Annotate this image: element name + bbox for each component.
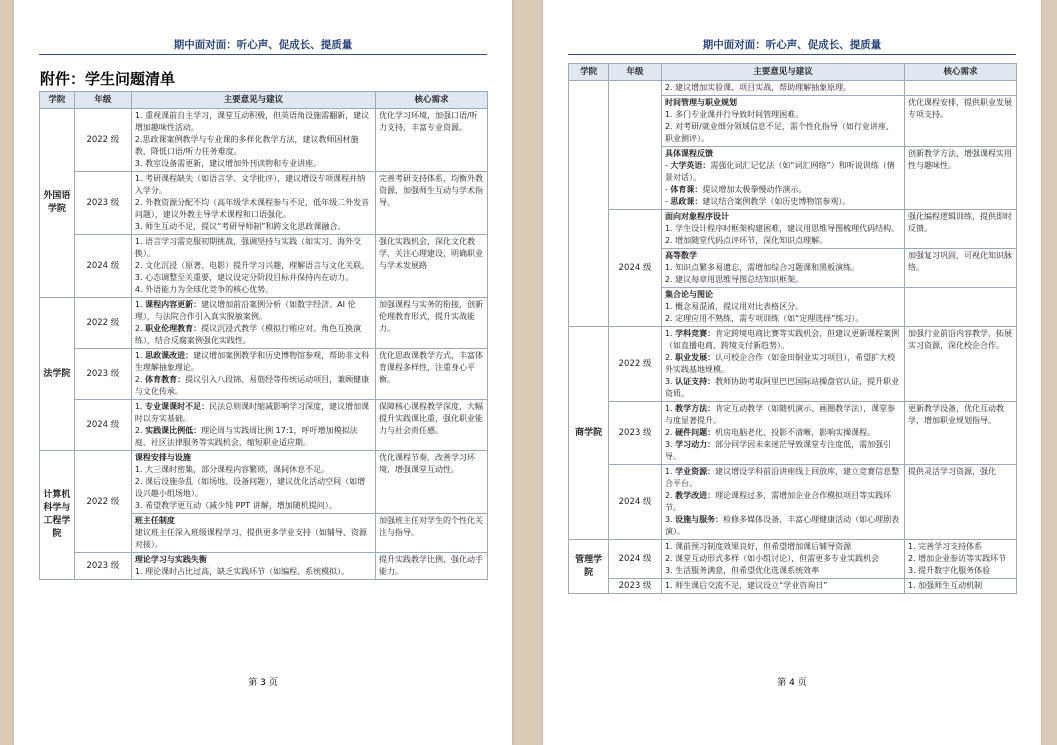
cell-line: 加强课程与实务的衔接，创新伦理教育形式，提升实战能力。: [378, 300, 483, 333]
table-row: [40, 298, 488, 349]
cell-line: 加强班主任对学生的个性化关注与指导。: [378, 516, 483, 537]
cell-line: 1. 师生课后交流不足，建议设立“学业咨询日”: [664, 581, 828, 590]
grade-cell: 2022 级: [74, 109, 131, 172]
opinion-cell: [661, 465, 904, 540]
header-college: 学院: [40, 92, 75, 109]
running-header: 期中面对面：听心声、促成长、提质量: [39, 37, 487, 55]
grade-cell: 2024 级: [74, 400, 131, 451]
table-row: [569, 327, 1017, 402]
header-needs: 核心需求: [375, 92, 487, 109]
cell-line: 3. 提升数字化服务体验: [907, 566, 991, 575]
need-cell: [904, 147, 1016, 210]
college-cell: 商学院: [569, 327, 609, 540]
opinion-cell: [661, 147, 904, 210]
cell-line: 强化实践机会，深化文化教学，关注心理建设，明确职业与学术发展路: [378, 237, 483, 270]
college-cell: 外国语学院: [40, 109, 75, 298]
header-opinions: 主要意见与建议: [661, 64, 904, 81]
table-row: [569, 540, 1017, 579]
opinion-cell: [131, 109, 375, 172]
table-row: [569, 81, 1017, 96]
cell-line: 高等数学: [664, 251, 697, 260]
cell-line: 更新教学设备，优化互动教学，增加职业规划指导。: [907, 404, 1004, 425]
cell-line: 3. 心态调整至关重要，建议设定分阶段目标并保持内在动力。: [134, 273, 354, 282]
header-grade: 年级: [74, 92, 131, 109]
opinion-cell: [661, 210, 904, 249]
table-row: [40, 451, 488, 514]
college-cell: 计算机科学与工程学院: [40, 451, 75, 580]
opinion-cell: [661, 402, 904, 465]
grade-cell: 2023 级: [609, 402, 662, 465]
cell-line: 2. 建议每章用思维导图总结知识框架。: [664, 275, 804, 284]
cell-line: 1. 概念易混淆，提议用对比表格区分。: [664, 302, 804, 311]
cell-line: 2. 体育教育：提议引入八段锦、易筋经等传统运动项目，兼顾健康与文化传承。: [134, 375, 370, 396]
table-row: [40, 109, 488, 172]
table-row: [40, 172, 488, 235]
opinion-cell: [131, 235, 375, 298]
opinion-cell: [131, 514, 375, 553]
cell-line: 3. 希望教学更互动（减少纯 PPT 讲解，增加随机提问）。: [134, 501, 337, 510]
table-row: [40, 553, 488, 580]
need-cell: [375, 451, 487, 514]
college-cell: [569, 81, 609, 327]
cell-line: 1. 课程内容更新：建议增加前沿案例分析（如数字经济、AI 伦理），与法院合作引入真实脱敏案例。: [134, 300, 356, 321]
opinion-cell: [661, 540, 904, 579]
cell-line: 1. 专业课课时不足：民法总则课时缩减影响学习深度，建议增加课时以夯实基础。: [134, 402, 370, 423]
cell-line: 面向对象程序设计: [664, 212, 729, 221]
cell-line: 2. 文化沉浸（原著、电影）提升学习兴趣，理解语言与文化关联。: [134, 261, 370, 270]
need-cell: [904, 402, 1016, 465]
header-opinions: 主要意见与建议: [131, 92, 375, 109]
cell-line: 提供灵活学习资源，强化: [907, 467, 996, 476]
cell-line: 1. 多门专业课并行导致时间管理困难。: [664, 110, 804, 119]
cell-line: 时间管理与职业规划: [664, 98, 737, 107]
grade-cell: [609, 81, 662, 210]
cell-line: - 大学英语：需强化词汇记忆法（如“词汇网络”）和听说训练（情景对话）。: [664, 161, 895, 182]
opinion-cell: [661, 249, 904, 288]
cell-line: 建议班主任深入班级课程学习，提供更多学业支持（如辅导、资源对接）。: [134, 528, 367, 549]
need-cell: [375, 172, 487, 235]
header-college: 学院: [569, 64, 609, 81]
need-cell: [375, 553, 487, 580]
cell-line: 1. 重视课前自主学习，课堂互动积极，但英语角设施需翻新，建议增加趣味性活动。: [134, 111, 370, 132]
need-cell: [375, 400, 487, 451]
need-cell: [904, 210, 1016, 249]
header-grade: 年级: [609, 64, 662, 81]
cell-line: 集合论与图论: [664, 290, 713, 299]
need-cell: [375, 514, 487, 553]
cell-line: 优化课程节奏，改善学习环境，增强课堂互动性。: [378, 453, 475, 474]
cell-line: 1. 教学方法：肯定互动教学（如随机演示、画圈教学法），课堂参与度显著提升。: [664, 404, 896, 425]
grade-cell: 2024 级: [609, 210, 662, 327]
need-cell: [904, 249, 1016, 288]
opinion-cell: [131, 349, 375, 400]
cell-line: 强化编程逻辑训练，提供即时反馈。: [907, 212, 1012, 233]
cell-line: 1. 加强师生互动机制: [907, 581, 983, 590]
cell-line: 3. 设施与服务：检修多媒体设备，丰富心理健康活动（如心理剧表演）。: [664, 515, 900, 536]
cell-line: 1. 学业资源：建议增设学科前沿讲座线上回放库，建立竞赛信息整合平台。: [664, 467, 900, 488]
cell-line: 2. 教学改进：理论课程过多，需增加企业合作模拟项目等实践环节。: [664, 491, 892, 512]
cell-line: 班主任制度: [134, 516, 175, 525]
cell-line: 3. 生活服务满意，但希望优化选课系统效率: [664, 566, 820, 575]
opinion-cell: [661, 579, 904, 594]
cell-line: - 思政课：建议结合案例教学（如历史博物馆参观）。: [664, 197, 851, 206]
page-4: [543, 0, 1041, 745]
cell-line: 2. 实践课比例低：理论周与实践周比例 17:1，呼吁增加模拟法庭、社区法律服务等实践机会，缩短职业适应期。: [134, 426, 358, 447]
cell-line: 2. 课堂互动形式多样（如小组讨论），但需更多专业实践机会: [664, 554, 880, 563]
opinion-cell: [131, 553, 375, 580]
grade-cell: 2023 级: [74, 172, 131, 235]
opinion-cell: [131, 298, 375, 349]
opinion-cell: [661, 288, 904, 327]
cell-line: 2. 对考研/就业细分领域信息不足，需个性化指导（如行业讲座、职业测评）。: [664, 122, 894, 143]
grade-cell: 2023 级: [74, 553, 131, 580]
cell-line: 2. 建议增加实验课、项目实战，帮助理解抽象原理。: [664, 83, 852, 92]
header-needs: 核心需求: [904, 64, 1016, 81]
table-header-row: [40, 92, 488, 109]
cell-line: 理论学习与实践失衡: [134, 555, 207, 564]
need-cell: [904, 96, 1016, 147]
cell-line: 2. 增加企业参访等实践环节: [907, 554, 1007, 563]
opinion-cell: [661, 96, 904, 147]
grade-cell: 2022 级: [609, 327, 662, 402]
opinion-cell: [661, 81, 904, 96]
cell-line: 具体课程反馈: [664, 149, 713, 158]
cell-line: 2. 硬件问题：机房电脑老化、投影不清晰，影响实操课程。: [664, 428, 876, 437]
table-row: [569, 579, 1017, 594]
table-row: [569, 465, 1017, 540]
cell-line: 优化课程安排，提供职业发展专项支持。: [907, 98, 1012, 119]
need-cell: [375, 298, 487, 349]
need-cell: [904, 465, 1016, 540]
cell-line: 3. 学习动力：部分同学因未来迷茫导致课堂专注度低，需加强引导。: [664, 440, 892, 461]
cell-line: 1. 学科竞赛：肯定跨境电商比赛等实践机会，但建议更新课程案例（如直播电商、跨境支付新趋势）。: [664, 329, 900, 350]
cell-line: 1. 学生设计程序时框架构建困难，建议用思维导图梳理代码结构。: [664, 224, 900, 233]
cell-line: 2.思政课案例教学与专业课的多样化教学方法，建议教师因材施教，降低口语/听力任务难度。: [134, 135, 359, 156]
grade-cell: 2023 级: [609, 579, 662, 594]
opinion-cell: [131, 451, 375, 514]
table-header-row: [569, 64, 1017, 81]
page-number: 第 3 页: [248, 678, 278, 688]
cell-line: 加强复习巩固，可视化知识脉络。: [907, 251, 1012, 272]
cell-line: 2. 课后设施杂乱（如场地、设备问题），建议优化活动空间（如增设兴趣小组场地）。: [134, 477, 366, 498]
grade-cell: 2024 级: [609, 540, 662, 579]
issue-table: [39, 91, 488, 580]
cell-line: 2. 职业发展：认可校企合作（如金田铜业实习项目），希望扩大校外实践基地规模。: [664, 353, 896, 374]
table-row: [569, 210, 1017, 249]
cell-line: 1. 知识点繁多易遗忘，需增加综合习题课和黑板演练。: [664, 263, 860, 272]
cell-line: 3. 教室设备需更新，建议增加外刊读物和专业讲座。: [134, 159, 322, 168]
need-cell: [904, 288, 1016, 327]
table-row: [40, 400, 488, 451]
cell-line: 1. 大三课时密集，部分课程内容繁琐，课间休息不足。: [134, 465, 330, 474]
page-number: 第 4 页: [777, 678, 807, 688]
grade-cell: 2024 级: [609, 465, 662, 540]
cell-line: 1. 完善学习支持体系: [907, 542, 983, 551]
table-row: [40, 349, 488, 400]
cell-line: 1. 课前预习制度效果良好，但希望增加课后辅导资源: [664, 542, 852, 551]
cell-line: 1. 思政课改进：建议增加案例教学和历史博物馆参观，帮助非文科生理解抽象理论。: [134, 351, 370, 372]
need-cell: [904, 327, 1016, 402]
opinion-cell: [131, 400, 375, 451]
need-cell: [904, 540, 1016, 579]
need-cell: [375, 235, 487, 298]
cell-line: 2. 定理应用不熟练，需专项训练（如“定理选择”练习）。: [664, 314, 864, 323]
cell-line: 课程安排与设施: [134, 453, 191, 462]
cell-line: 创新教学方法，增强课程实用性与趣味性。: [907, 149, 1012, 170]
cell-line: 优化学习环境，加强口语/听力支持，丰富专业资源。: [378, 111, 478, 132]
cell-line: 优化思政课教学方式，丰富体育课程多样性，注重身心平衡。: [378, 351, 483, 384]
grade-cell: 2024 级: [74, 235, 131, 298]
opinion-cell: [131, 172, 375, 235]
cell-line: 2. 职业伦理教育：提议沉浸式教学（模拟行贿应对、角色互换演练），结合反腐案例强化实践性。: [134, 324, 362, 345]
cell-line: 2. 增加随堂代码点评环节，深化知识点理解。: [664, 236, 828, 245]
college-cell: 管理学院: [569, 540, 609, 594]
cell-line: 1. 考研课程缺失（如语言学、文学批评），建议增设专项课程并纳入学分。: [134, 174, 366, 195]
issue-table: [568, 63, 1017, 594]
table-row: [40, 235, 488, 298]
need-cell: [904, 579, 1016, 594]
section-title: 附件：学生问题清单: [40, 70, 176, 88]
grade-cell: 2022 级: [74, 298, 131, 349]
cell-line: 1. 语言学习需克服初期挑战，强调坚持与实践（如实习、海外交换）。: [134, 237, 362, 258]
cell-line: 2. 外教资源分配不均（高年级学术课程参与不足，低年级二外发音问题），建议外教主导学术课程和口语强化。: [134, 198, 370, 219]
cell-line: 保障核心课程教学深度，大幅提升实践课比重，强化职业能力与社会责任感。: [378, 402, 483, 435]
grade-cell: 2023 级: [74, 349, 131, 400]
cell-line: 完善考研支持体系，均衡外教资源，加强师生互动与学术指导。: [378, 174, 483, 207]
college-cell: 法学院: [40, 298, 75, 451]
need-cell: [375, 109, 487, 172]
grade-cell: 2022 级: [74, 451, 131, 553]
page-3: [14, 0, 512, 745]
running-header: 期中面对面：听心声、促成长、提质量: [568, 37, 1016, 55]
cell-line: - 体育课：提议增加太极拳慢动作演示。: [664, 185, 807, 194]
table-row: [569, 402, 1017, 465]
opinion-cell: [661, 327, 904, 402]
cell-line: 提升实践教学比例，强化动手能力。: [378, 555, 483, 576]
need-cell: [904, 81, 1016, 96]
cell-line: 3. 师生互动不足，提议“考研导师制”和跨文化思政课融合。: [134, 222, 346, 231]
need-cell: [375, 349, 487, 400]
cell-line: 1. 理论课时占比过高，缺乏实践环节（如编程、系统模拟）。: [134, 567, 350, 576]
cell-line: 4. 外语能力为全球化竞争的核心优势。: [134, 285, 274, 294]
cell-line: 3. 认证支持：教师协助考取阿里巴巴国际站操盘官认证，提升职业资质。: [664, 377, 900, 398]
cell-line: 加强行业前沿内容教学，拓展实习资源，深化校企合作。: [907, 329, 1012, 350]
